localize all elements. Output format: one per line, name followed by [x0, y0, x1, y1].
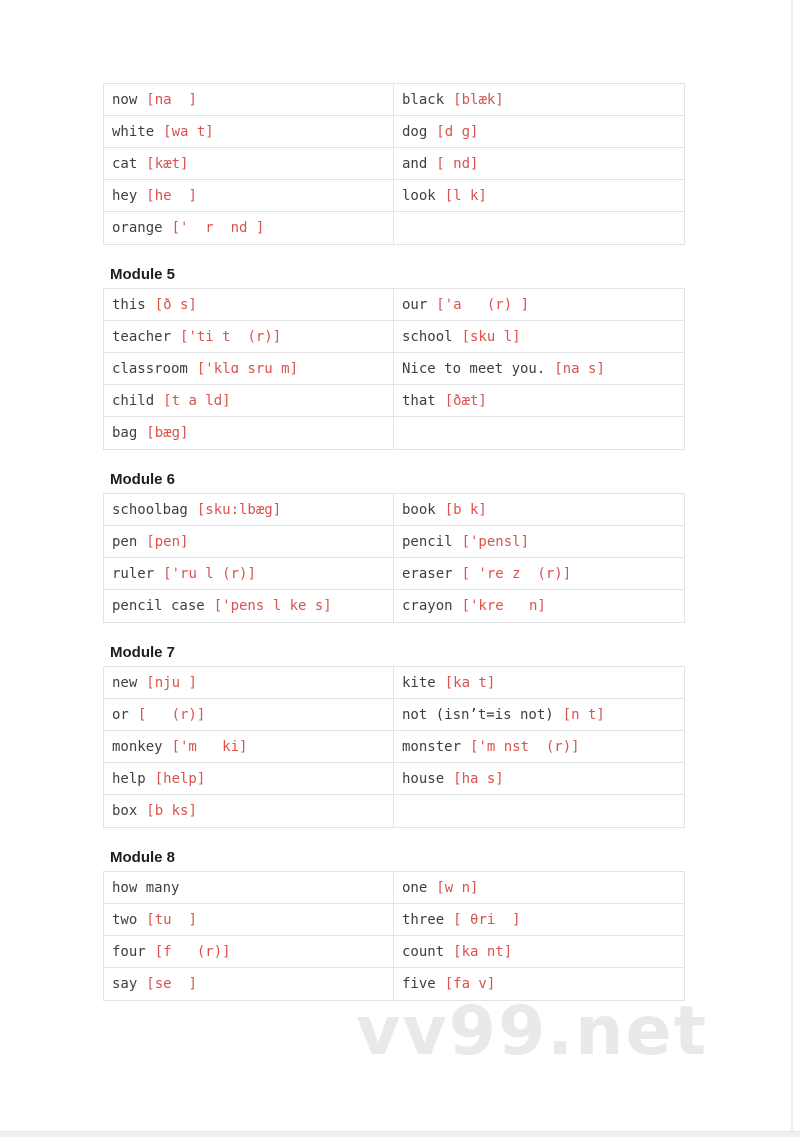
phonetic-text: [fa v] — [444, 976, 496, 992]
vocab-cell-left — [104, 385, 394, 416]
vocab-cell-right — [394, 763, 684, 794]
vocab-row — [104, 731, 684, 763]
word-text: bag — [112, 425, 138, 441]
word-text: pen — [112, 533, 138, 550]
vocab-row — [104, 212, 684, 244]
vocab-cell-left — [104, 289, 394, 320]
vocab-cell-right — [394, 494, 684, 525]
phonetic-text: [f (r)] — [154, 943, 231, 960]
module-heading: Module 7 — [110, 644, 176, 661]
vocab-cell-right — [394, 590, 684, 622]
phonetic-text: [se ] — [146, 976, 197, 992]
module-heading: Module 6 — [110, 471, 176, 488]
word-text: classroom — [112, 360, 188, 377]
word-text: schoolbag — [112, 501, 188, 518]
phonetic-text: [he ] — [146, 187, 197, 204]
vocab-cell-right — [394, 699, 684, 730]
word-text: dog — [402, 123, 428, 140]
word-text: school — [402, 328, 453, 345]
phonetic-text: [ka nt] — [453, 943, 513, 960]
phonetic-text: [tu ] — [146, 911, 197, 928]
vocab-cell-right — [394, 904, 684, 935]
vocab-cell-right — [394, 385, 684, 416]
phonetic-text: [nju ] — [146, 674, 197, 691]
module-section — [103, 849, 685, 1001]
phonetic-text: [b ks] — [146, 803, 197, 819]
word-text: pencil case — [112, 598, 205, 614]
module-section — [103, 644, 685, 828]
vocab-row — [104, 180, 684, 212]
word-text: ruler — [112, 565, 155, 582]
vocab-cell-left — [104, 731, 394, 762]
module-heading: Module 8 — [110, 849, 176, 866]
phonetic-text: ['m ki] — [171, 738, 248, 755]
phonetic-text: [ha s] — [453, 770, 504, 787]
phonetic-text: [b k] — [444, 501, 487, 518]
vocab-cell-right — [394, 795, 684, 827]
phonetic-text: [t a ld] — [163, 392, 231, 409]
vocab-row — [104, 590, 684, 622]
vocab-cell-right — [394, 212, 684, 244]
word-text: five — [402, 976, 436, 992]
vocab-row — [104, 526, 684, 558]
vocab-cell-right — [394, 116, 684, 147]
word-text: box — [112, 803, 138, 819]
vocab-cell-left — [104, 667, 394, 698]
vocab-cell-left — [104, 526, 394, 557]
word-text: house — [402, 770, 445, 787]
vocab-row — [104, 936, 684, 968]
phonetic-text: [kæt] — [146, 155, 189, 172]
module-section — [103, 471, 685, 623]
phonetic-text: [' r nd ] — [171, 220, 265, 236]
word-text: hey — [112, 187, 138, 204]
phonetic-text: [wa t] — [163, 123, 214, 140]
word-text: our — [402, 296, 428, 313]
phonetic-text: [ θri ] — [453, 911, 521, 928]
vocab-cell-left — [104, 116, 394, 147]
word-text: one — [402, 879, 428, 896]
vocab-cell-right — [394, 180, 684, 211]
vocab-cell-right — [394, 353, 684, 384]
phonetic-text: ['pensl] — [461, 533, 530, 550]
word-text: pencil — [402, 533, 453, 550]
phonetic-text: [help] — [154, 770, 206, 787]
vocab-cell-left — [104, 968, 394, 1000]
word-text: cat — [112, 155, 138, 172]
vocab-row — [104, 321, 684, 353]
phonetic-text: [w n] — [436, 879, 479, 896]
phonetic-text: ['kre n] — [461, 598, 546, 614]
vocab-cell-left — [104, 872, 394, 903]
word-text: this — [112, 296, 146, 313]
phonetic-text: [bæg] — [146, 425, 189, 441]
vocab-table — [103, 288, 685, 450]
word-text: three — [402, 911, 445, 928]
vocab-row — [104, 968, 684, 1000]
vocab-cell-right — [394, 558, 684, 589]
vocab-cell-right — [394, 321, 684, 352]
vocab-cell-right — [394, 968, 684, 1000]
bottom-scrollbar-track[interactable] — [0, 1131, 800, 1137]
vocab-cell-left — [104, 212, 394, 244]
phonetic-text: [na ] — [146, 91, 197, 108]
phonetic-text: ['ti t (r)] — [180, 328, 282, 345]
phonetic-text: ['klɑ sru m] — [196, 360, 299, 377]
module-section — [103, 266, 685, 450]
phonetic-text: [ðæt] — [444, 392, 487, 409]
word-text: eraser — [402, 565, 453, 582]
word-text: monkey — [112, 738, 163, 755]
vocab-row — [104, 148, 684, 180]
phonetic-text: [ 're z (r)] — [461, 565, 572, 582]
vocab-cell-right — [394, 289, 684, 320]
phonetic-text: [ (r)] — [137, 706, 206, 723]
vocab-table — [103, 493, 685, 623]
vocab-row — [104, 494, 684, 526]
page-right-edge — [791, 0, 793, 1131]
word-text: monster — [402, 738, 462, 755]
vocab-cell-left — [104, 763, 394, 794]
vocab-cell-left — [104, 558, 394, 589]
word-text: kite — [402, 674, 436, 691]
phonetic-text: [sku:lbæg] — [196, 501, 282, 518]
vocab-row — [104, 667, 684, 699]
word-text: orange — [112, 220, 163, 236]
vocab-cell-left — [104, 353, 394, 384]
word-text: white — [112, 123, 155, 140]
vocab-row — [104, 795, 684, 827]
vocab-row — [104, 116, 684, 148]
word-text: crayon — [402, 598, 453, 614]
vocab-cell-left — [104, 904, 394, 935]
phonetic-text: [ka t] — [444, 674, 496, 691]
vocab-row — [104, 385, 684, 417]
vocab-cell-left — [104, 494, 394, 525]
vocab-row — [104, 558, 684, 590]
vocab-cell-right — [394, 84, 684, 115]
vocab-cell-right — [394, 667, 684, 698]
word-text: how many — [112, 879, 180, 896]
word-text: Nice to meet you. — [402, 360, 546, 377]
vocab-cell-left — [104, 417, 394, 449]
vocab-cell-left — [104, 148, 394, 179]
phonetic-text: [pen] — [146, 533, 189, 550]
word-text: and — [402, 155, 428, 172]
vocab-cell-right — [394, 936, 684, 967]
module-section — [103, 83, 685, 245]
vocab-row — [104, 417, 684, 449]
phonetic-text: [na s] — [554, 360, 605, 377]
watermark: vv99.net — [356, 992, 709, 1071]
word-text: or — [112, 706, 129, 723]
vocab-cell-left — [104, 84, 394, 115]
vocab-row — [104, 353, 684, 385]
vocab-content — [103, 83, 685, 1001]
vocab-row — [104, 699, 684, 731]
phonetic-text: [l k] — [444, 187, 487, 204]
phonetic-text: [n t] — [562, 706, 605, 723]
phonetic-text: [sku l] — [461, 328, 521, 345]
vocab-row — [104, 84, 684, 116]
word-text: say — [112, 976, 138, 992]
vocab-cell-right — [394, 872, 684, 903]
word-text: look — [402, 187, 436, 204]
module-heading: Module 5 — [110, 266, 176, 283]
phonetic-text: [blæk] — [453, 91, 504, 108]
word-text: help — [112, 770, 146, 787]
word-text: that — [402, 392, 436, 409]
phonetic-text: ['m nst (r)] — [470, 738, 580, 755]
vocab-cell-left — [104, 795, 394, 827]
vocab-cell-right — [394, 526, 684, 557]
vocab-cell-right — [394, 148, 684, 179]
phonetic-text: [ nd] — [436, 155, 479, 172]
phonetic-text: [d g] — [436, 123, 479, 140]
vocab-row — [104, 763, 684, 795]
phonetic-text: ['ru l (r)] — [163, 565, 256, 582]
vocab-cell-left — [104, 180, 394, 211]
vocab-cell-right — [394, 417, 684, 449]
word-text: book — [402, 501, 436, 518]
vocab-cell-left — [104, 936, 394, 967]
vocab-table — [103, 666, 685, 828]
word-text: teacher — [112, 328, 172, 345]
word-text: black — [402, 91, 445, 108]
vocab-row — [104, 289, 684, 321]
phonetic-text: ['a (r) ] — [436, 296, 530, 313]
word-text: four — [112, 943, 146, 960]
vocab-table — [103, 871, 685, 1001]
vocab-cell-left — [104, 590, 394, 622]
word-text: now — [112, 91, 138, 108]
phonetic-text: [ð s] — [154, 296, 197, 313]
vocab-cell-right — [394, 731, 684, 762]
vocab-row — [104, 872, 684, 904]
vocab-cell-left — [104, 321, 394, 352]
word-text: two — [112, 911, 138, 928]
word-text: new — [112, 674, 138, 691]
vocab-cell-left — [104, 699, 394, 730]
word-text: not (isn’t=is not) — [402, 706, 554, 723]
vocab-table — [103, 83, 685, 245]
phonetic-text: ['pens l ke s] — [213, 598, 332, 614]
vocab-row — [104, 904, 684, 936]
word-text: child — [112, 392, 155, 409]
word-text: count — [402, 943, 445, 960]
